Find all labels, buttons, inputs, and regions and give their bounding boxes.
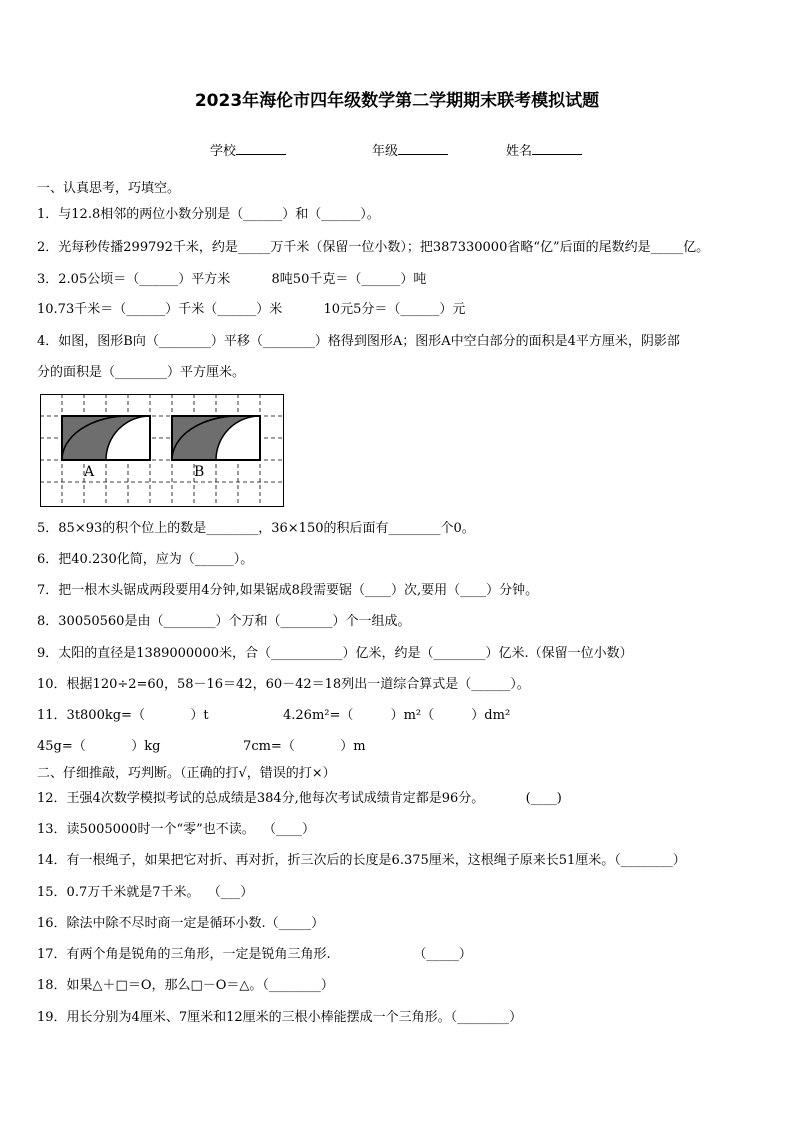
section-2-heading: 二、仔细推敲，巧判断。（正确的打√，错误的打×）	[37, 766, 336, 781]
school-field	[210, 140, 286, 159]
question-16: 16．除法中除不尽时商一定是循环小数.（_____）	[37, 916, 325, 931]
question-18: 18．如果△＋□＝O，那么□－O＝△。（________）	[37, 978, 334, 993]
school-blank[interactable]	[236, 141, 286, 155]
name-label: 姓名	[506, 144, 533, 159]
grid-figure	[40, 394, 284, 508]
grade-blank[interactable]	[398, 141, 448, 155]
question-4-line-1: 4．如图，图形B向（________）平移（________）格得到图形A；图形A中空白部分的面积是4平方厘米，阴影部	[37, 334, 680, 349]
question-3-line-1: 3．2.05公顷＝（______）平方米 8吨50千克＝（______）吨	[37, 272, 427, 287]
shape-a	[62, 416, 150, 460]
question-11-line-1: 11．3t800kg=（ ）t 4.26m²=（ ）m²（ ）dm²	[37, 708, 511, 723]
question-2: 2．光每秒传播299792千米，约是_____万千米（保留一位小数）；把387330000省略“亿”后面的尾数约是_____亿。	[37, 240, 710, 255]
question-15: 15．0.7万千米就是7千米。 （___）	[37, 885, 254, 900]
question-6: 6．把40.230化简，应为（______）。	[37, 552, 254, 567]
question-1: 1．与12.8相邻的两位小数分别是（______）和（______）。	[37, 207, 380, 222]
question-3-line-2: 10.73千米＝（______）千米（______）米 10元5分＝（______）元	[37, 302, 466, 317]
question-7: 7．把一根木头锯成两段要用4分钟,如果锯成8段需要锯（____）次,要用（____）分钟。	[37, 583, 539, 598]
name-field	[506, 140, 582, 159]
question-14: 14．有一根绳子，如果把它对折、再对折，折三次后的长度是6.375厘米，这根绳子原来长51厘米。（________）	[37, 853, 686, 868]
label-a: A	[84, 464, 95, 480]
page-title: 2023年海伦市四年级数学第二学期期末联考模拟试题	[194, 91, 600, 111]
question-5: 5．85×93的积个位上的数是________，36×150的积后面有________个0。	[37, 521, 475, 536]
question-4-line-2: 分的面积是（________）平方厘米。	[37, 365, 246, 380]
question-12: 12．王强4次数学模拟考试的总成绩是384分,他每次考试成绩肯定都是96分。 (____)	[37, 791, 562, 806]
question-11-line-2: 45g=（ ）kg 7cm=（ ）m	[37, 739, 366, 754]
grade-label: 年级	[372, 144, 399, 159]
shape-b	[172, 416, 260, 460]
section-1-heading: 一、认真思考，巧填空。	[37, 181, 181, 196]
name-blank[interactable]	[532, 141, 582, 155]
question-19: 19．用长分别为4厘米、7厘米和12厘米的三根小棒能摆成一个三角形。（________）	[37, 1010, 523, 1025]
question-9: 9．太阳的直径是1389000000米，合（___________）亿米，约是（________）亿米.（保留一位小数）	[37, 646, 633, 661]
label-b: B	[194, 464, 205, 480]
grade-field	[372, 140, 448, 159]
question-8: 8．30050560是由（________）个万和（________）个一组成。	[37, 614, 411, 629]
school-label: 学校	[210, 144, 237, 159]
question-10: 10．根据120÷2=60，58－16＝42，60－42＝18列出一道综合算式是（______）。	[37, 677, 530, 692]
question-13: 13．读5005000时一个“零”也不读。 （____）	[37, 822, 315, 837]
question-17: 17．有两个角是锐角的三角形，一定是锐角三角形. （_____）	[37, 947, 472, 962]
